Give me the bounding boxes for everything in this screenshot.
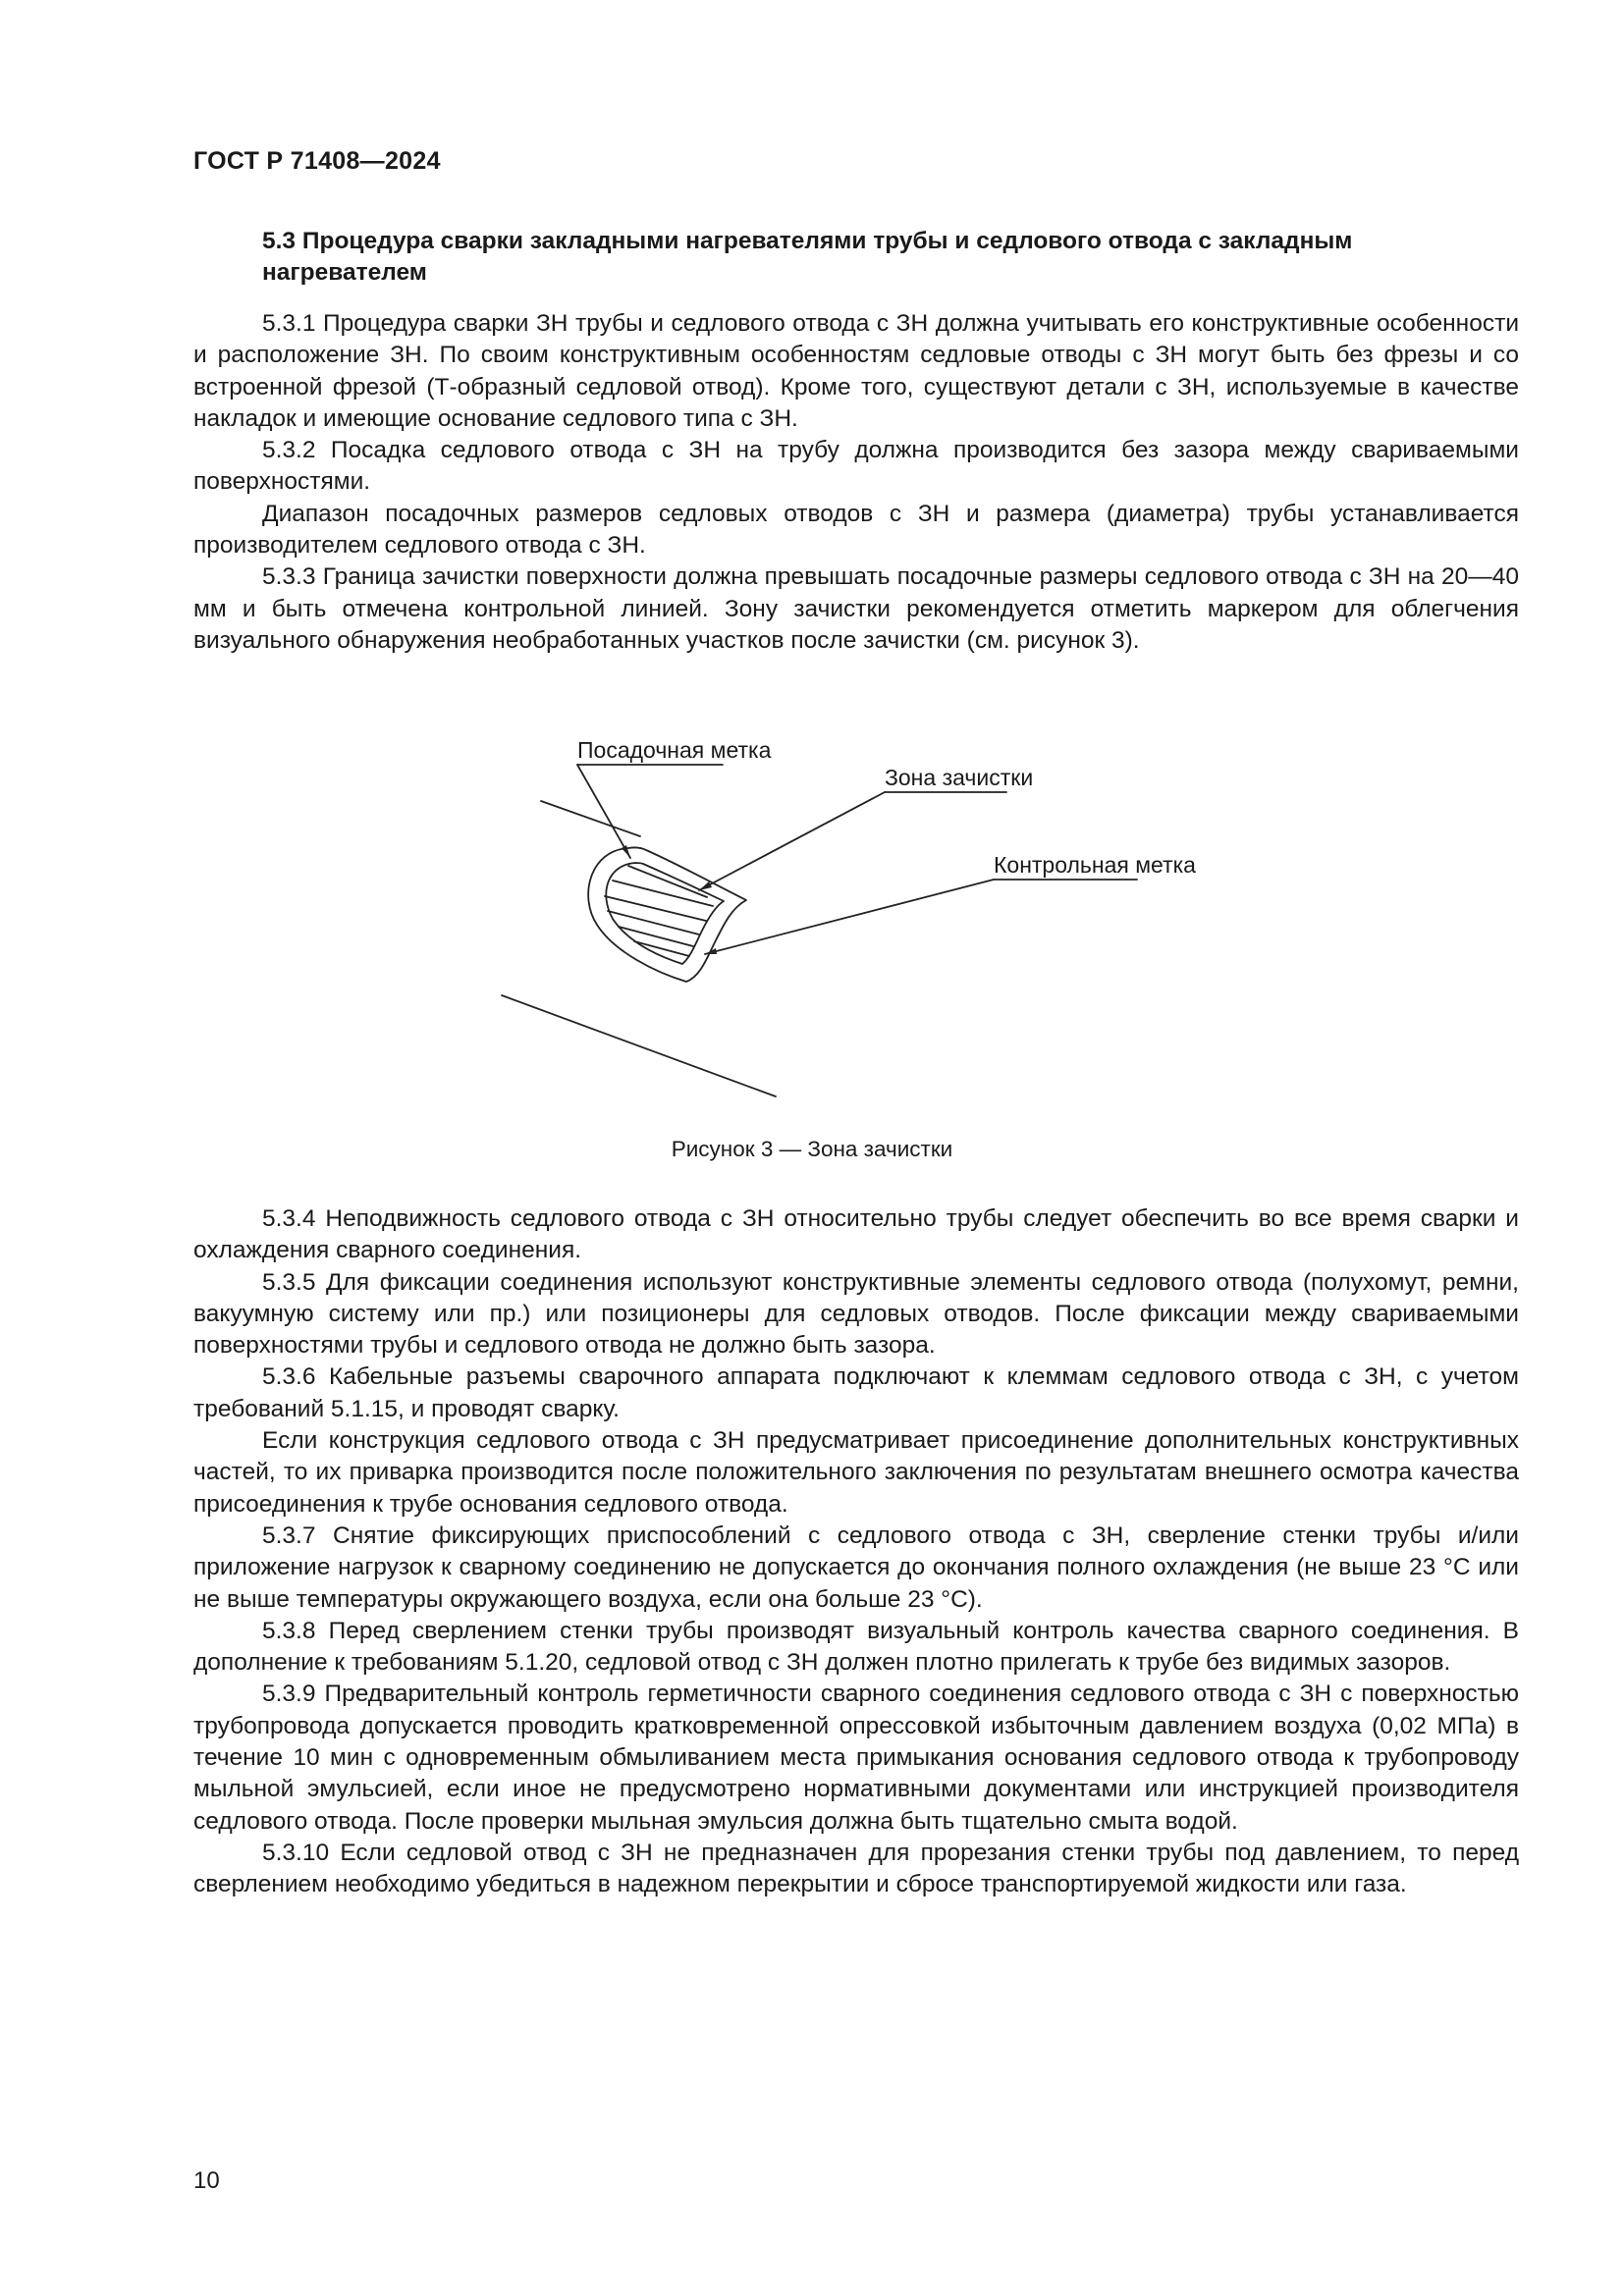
label-seating-mark: Посадочная метка bbox=[577, 737, 772, 763]
paragraph-5-3-3: 5.3.3 Граница зачистки поверхности должна превышать посадочные размеры седлового отвода с ЗН на 20—40 мм и быть отмечена контрольной линией. Зону зачистки рекомендуется отметить маркером для облегчения визуального обнаружения необработанных участков после зачистки (см. рисунок 3). bbox=[193, 563, 1519, 654]
hatch-line bbox=[628, 866, 707, 897]
paragraph-5-3-5: 5.3.5 Для фиксации соединения используют конструктивные элементы седлового отвода (полухомут, ремни, вакуумную систему или пр.) или позиционеры для седловых отводов. После фиксации между свариваемыми поверхностями трубы и седлового отвода не должно быть зазора. bbox=[193, 1268, 1519, 1360]
label-control-mark: Контрольная метка bbox=[994, 852, 1196, 878]
arrowhead-zone bbox=[699, 881, 712, 890]
leader-zone bbox=[699, 792, 885, 890]
arrowhead-seating bbox=[622, 845, 630, 858]
hatch-line bbox=[608, 911, 699, 934]
text-block-after-figure bbox=[193, 1203, 1519, 1901]
paragraph-5-3-10: 5.3.10 Если седловой отвод с ЗН не предназначен для прорезания стенки трубы под давлением, то перед сверлением необходимо убедиться в надежном перекрытии и сбросе транспортируемой жидкости или газа. bbox=[193, 1839, 1519, 1898]
pipe-bottom-edge bbox=[502, 995, 776, 1096]
paragraph-5-3-6: 5.3.6 Кабельные разъемы сварочного аппарата подключают к клеммам седлового отвода с ЗН, с учетом требований 5.1.15, и проводят сварку. bbox=[193, 1363, 1519, 1422]
paragraph-fit-range: Диапазон посадочных размеров седловых отводов с ЗН и размера (диаметра) трубы устанавливается производителем седлового отвода с ЗН. bbox=[193, 500, 1519, 560]
paragraph-5-3-4: 5.3.4 Неподвижность седлового отвода с ЗН относительно трубы следует обеспечить во все время сварки и охлаждения сварного соединения. bbox=[193, 1205, 1519, 1264]
figure-3-cleaning-zone bbox=[481, 728, 1227, 1111]
page-number: 10 bbox=[193, 2167, 220, 2194]
text-block-before-figure bbox=[193, 308, 1519, 657]
pipe-top-edge bbox=[541, 801, 640, 836]
section-title: 5.3 Процедура сварки закладными нагревателями трубы и седлового отвода с закладным нагревателем bbox=[262, 228, 1353, 286]
saddle-drawing bbox=[481, 728, 1227, 1111]
paragraph-additional-parts: Если конструкция седлового отвода с ЗН предусматривает присоединение дополнительных конструктивных частей, то их приварка производится после положительного заключения по результатам внешнего осмотра качества присоединения к трубе основания седлового отвода. bbox=[193, 1427, 1519, 1518]
leader-control bbox=[705, 880, 994, 954]
figure-caption: Рисунок 3 — Зона зачистки bbox=[671, 1137, 953, 1161]
control-mark-outline bbox=[588, 847, 746, 982]
paragraph-5-3-1: 5.3.1 Процедура сварки ЗН трубы и седлового отвода с ЗН должна учитывать его конструктивные особенности и расположение ЗН. По своим конструктивным особенностям седловые отводы с ЗН могут быть без фрезы и со встроенной фрезой (Т-образный седловой отвод). Кроме того, существуют детали с ЗН, используемые в качестве накладок и имеющие основание седлового типа с ЗН. bbox=[193, 310, 1519, 432]
leader-seating bbox=[577, 765, 630, 858]
paragraph-5-3-2: 5.3.2 Посадка седлового отвода с ЗН на трубу должна производится без зазора между свариваемыми поверхностями. bbox=[193, 437, 1519, 496]
paragraph-5-3-9: 5.3.9 Предварительный контроль герметичности сварного соединения седлового отвода с ЗН с поверхностью трубопровода допускается проводить кратковременной опрессовкой избыточным давлением воздуха (0,02 МПа) в течение 10 мин с одновременным обмыливанием места примыкания основания седлового отвода к трубопроводу мыльной эмульсией, если иное не предусмотрено нормативными документами или инструкцией производителя седлового отвода. После проверки мыльная эмульсия должна быть тщательно смыта водой. bbox=[193, 1681, 1519, 1835]
paragraph-5-3-8: 5.3.8 Перед сверлением стенки трубы производят визуальный контроль качества сварного соединения. В дополнение к требованиям 5.1.20, седловой отвод с ЗН должен плотно прилегать к трубе без видимых зазоров. bbox=[193, 1617, 1519, 1677]
label-cleaning-zone: Зона зачистки bbox=[885, 765, 1034, 790]
document-header: ГОСТ Р 71408—2024 bbox=[193, 147, 441, 175]
paragraph-5-3-7: 5.3.7 Снятие фиксирующих приспособлений с седлового отвода с ЗН, сверление стенки трубы и/или приложение нагрузок к сварному соединению не допускается до окончания полного охлаждения (не выше 23 °С или не выше температуры окружающего воздуха, если она больше 23 °С). bbox=[193, 1522, 1519, 1613]
